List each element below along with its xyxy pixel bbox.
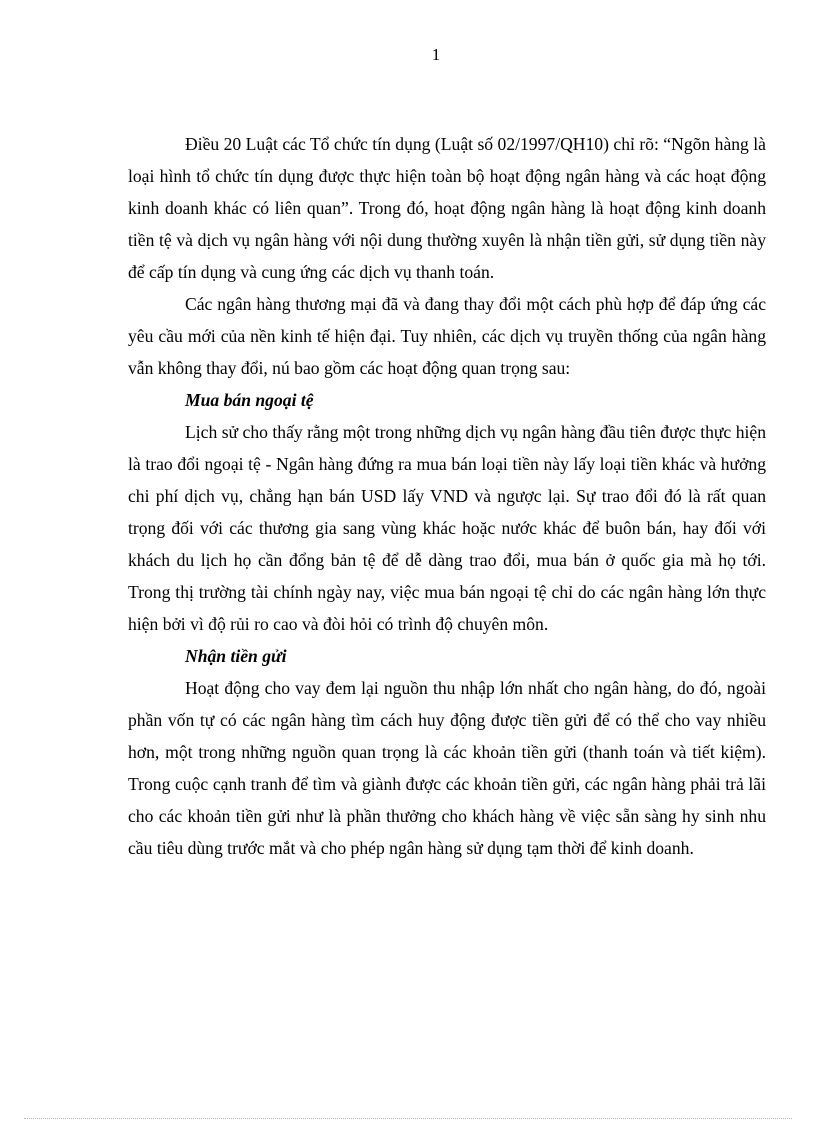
paragraph-intro: Điều 20 Luật các Tổ chức tín dụng (Luật số 02/1997/QH10) chỉ rõ: “Ngõn hàng là loại hình tổ chức tín dụng được thực hiện toàn bộ hoạt động ngân hàng và các hoạt động kinh doanh khác có liên quan”. Trong đó, hoạt động ngân hàng là hoạt động kinh doanh tiền tệ và dịch vụ ngân hàng với nội dung thường xuyên là nhận tiền gửi, sử dụng tiền này để cấp tín dụng và cung ứng các dịch vụ thanh toán. — [128, 134, 766, 282]
paragraph-traditional-services: Các ngân hàng thương mại đã và đang thay đổi một cách phù hợp để đáp ứng các yêu cầu mới của nền kinh tế hiện đại. Tuy nhiên, các dịch vụ truyền thống của ngân hàng vẫn không thay đổi, nú bao gồm các hoạt động quan trọng sau: — [128, 294, 766, 378]
heading-foreign-exchange: Mua bán ngoại tệ — [185, 390, 314, 410]
paragraph-foreign-exchange: Lịch sử cho thấy rằng một trong những dịch vụ ngân hàng đầu tiên được thực hiện là trao đổi ngoại tệ - Ngân hàng đứng ra mua bán loại tiền này lấy loại tiền khác và hưởng chi phí dịch vụ, chẳng hạn bán USD lấy VND và ngược lại. Sự trao đổi đó là rất quan trọng đối với các thương gia sang vùng khác hoặc nước khác để buôn bán, hay đối với khách du lịch họ cần đổng bản tệ để dễ dàng trao đổi, mua bán ở quốc gia mà họ tới. Trong thị trường tài chính ngày nay, việc mua bán ngoại tệ chỉ do các ngân hàng lớn thực hiện bởi vì độ rủi ro cao và đòi hỏi có trình độ chuyên môn. — [128, 422, 766, 634]
document-body — [128, 128, 766, 864]
paragraph-deposits: Hoạt động cho vay đem lại nguồn thu nhập lớn nhất cho ngân hàng, do đó, ngoài phần vốn tự có các ngân hàng tìm cách huy động được tiền gửi để có thể cho vay nhiều hơn, một trong những nguồn quan trọng là các khoản tiền gửi (thanh toán và tiết kiệm). Trong cuộc cạnh tranh để tìm và giành được các khoản tiền gửi, các ngân hàng phải trả lãi cho các khoản tiền gửi như là phần thưởng cho khách hàng về việc sẵn sàng hy sinh nhu cầu tiêu dùng trước mắt và cho phép ngân hàng sử dụng tạm thời để kinh doanh. — [128, 678, 766, 858]
page-number: 1 — [431, 45, 441, 64]
heading-deposits: Nhận tiền gửi — [185, 646, 287, 666]
page-bottom-divider — [24, 1118, 792, 1119]
